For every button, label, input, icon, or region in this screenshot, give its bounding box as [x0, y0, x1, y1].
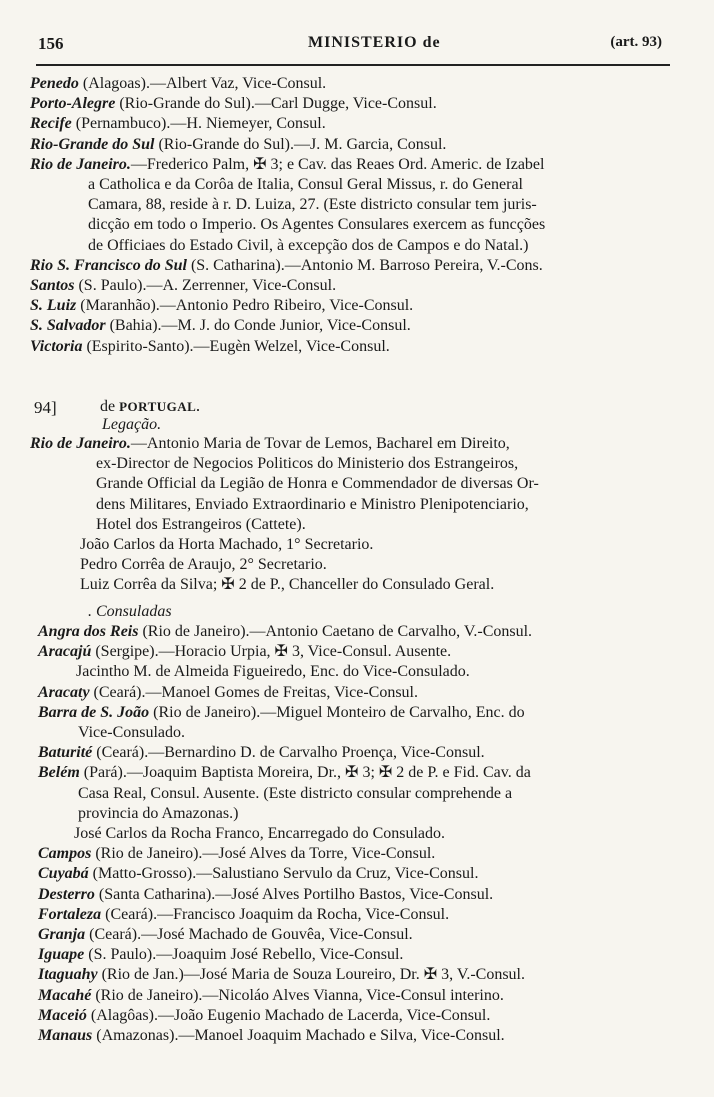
list-item: Santos (S. Paulo).—A. Zerrenner, Vice-Consul. — [30, 277, 337, 295]
list-item: Recife (Pernambuco).—H. Niemeyer, Consul. — [30, 115, 326, 133]
list-item — [30, 885, 680, 905]
entry-text: Vice-Consulado. — [78, 724, 186, 742]
entry-text: Casa Real, Consul. Ausente. (Este districto consular comprehende a — [78, 784, 513, 802]
list-item — [30, 965, 680, 985]
place-name: Angra dos Reis — [38, 623, 139, 640]
place-name: Maceió — [38, 1006, 87, 1024]
list-item-continuation — [30, 804, 680, 824]
entry-text: (Santa Catharina).—José Alves Portilho Bastos, Vice-Consul. — [94, 885, 494, 903]
list-item — [30, 945, 680, 965]
place-name: Aracajú — [38, 643, 92, 661]
place-name: Aracaty — [38, 683, 90, 701]
entry-text: (Rio de Janeiro).—Nicoláo Alves Vianna, Vice-Consul interino. — [91, 986, 504, 1004]
place-name: Cuyabá — [38, 865, 89, 883]
entry-text: José Carlos da Rocha Franco, Encarregado do Consulado. — [74, 825, 446, 843]
list-item — [30, 763, 680, 783]
list-item: S. Luiz (Maranhão).—Antonio Pedro Ribeiro, Vice-Consul. — [30, 297, 414, 315]
list-item: Rio S. Francisco do Sul (S. Catharina).—Antonio M. Barroso Pereira, V.-Cons. — [30, 256, 543, 274]
list-item-continuation — [30, 723, 680, 743]
page-header — [38, 34, 670, 58]
list-item-continuation: Hotel dos Estrangeiros (Cattete). — [96, 515, 306, 533]
list-item: Rio de Janeiro.—Frederico Palm, ✠ 3; e Cav. das Reaes Ord. Americ. de Izabel — [30, 155, 545, 173]
consulate-list — [30, 622, 680, 1046]
place-name: Manaus — [38, 1027, 93, 1045]
list-item-continuation: de Officiaes do Estado Civil, à excepção dos de Campos e do Natal.) — [88, 236, 529, 254]
place-name: Fortaleza — [38, 905, 102, 923]
list-item-continuation — [30, 784, 680, 804]
entry-text: Jacintho M. de Almeida Figueiredo, Enc. do Vice-Consulado. — [76, 663, 470, 681]
place-name: Desterro — [38, 885, 95, 903]
list-item — [30, 743, 680, 763]
list-item: S. Salvador (Bahia).—M. J. do Conde Junior, Vice-Consul. — [30, 317, 411, 335]
section-number: 94] — [34, 398, 57, 417]
list-item — [30, 905, 680, 925]
place-name: Barra de S. João — [38, 703, 150, 721]
list-item: Rio-Grande do Sul (Rio-Grande do Sul).—J. M. Garcia, Consul. — [30, 135, 447, 153]
subsection-heading: Legação. — [102, 416, 162, 433]
list-item: Penedo (Alagoas).—Albert Vaz, Vice-Consul. — [30, 75, 327, 92]
list-item-continuation: Grande Official da Legião de Honra e Commendador de diversas Or- — [96, 475, 539, 493]
header-rule — [36, 64, 670, 66]
entry-text: (Amazonas).—Manoel Joaquim Machado e Silva, Vice-Consul. — [92, 1027, 505, 1045]
list-item-continuation — [30, 662, 680, 682]
staff-line: João Carlos da Horta Machado, 1° Secretario. — [80, 536, 374, 554]
consulate-list-previous — [30, 74, 680, 357]
section-heading: de PORTUGAL. — [100, 398, 201, 415]
entry-text: (Ceará).—Francisco Joaquim da Rocha, Vice-Consul. — [101, 905, 450, 923]
entry-text: (S. Paulo).—Joaquim José Rebello, Vice-Consul. — [84, 946, 404, 964]
list-item — [30, 1026, 680, 1046]
place-name: Baturité — [38, 744, 93, 762]
list-item: Porto-Alegre (Rio-Grande do Sul).—Carl Dugge, Vice-Consul. — [30, 95, 437, 113]
article-reference: (art. 93) — [610, 34, 662, 50]
staff-line: Pedro Corrêa de Araujo, 2° Secretario. — [80, 556, 327, 574]
entry-text: (Ceará).—José Machado de Gouvêa, Vice-Consul. — [85, 926, 413, 944]
subsection-heading: . Consuladas — [88, 603, 172, 620]
list-item-continuation: ex-Director de Negocios Politicos do Ministerio dos Estrangeiros, — [96, 455, 519, 473]
staff-line: Luiz Corrêa da Silva; ✠ 2 de P., Chanceller do Consulado Geral. — [80, 576, 495, 594]
list-item — [30, 622, 680, 642]
entry-text: (Ceará).—Manoel Gomes de Freitas, Vice-Consul. — [89, 683, 418, 701]
list-item — [30, 683, 680, 703]
list-item — [30, 844, 680, 864]
entry-text: (Rio de Janeiro).—Miguel Monteiro de Carvalho, Enc. do — [149, 703, 525, 721]
list-item-continuation: Camara, 88, reside à r. D. Luiza, 27. (Este districto consular tem juris- — [88, 196, 537, 214]
list-item: Victoria (Espirito-Santo).—Eugèn Welzel, Vice-Consul. — [30, 337, 390, 355]
list-item: Rio de Janeiro.—Antonio Maria de Tovar de Lemos, Bacharel em Direito, — [30, 435, 510, 452]
entry-text: (Rio de Janeiro).—Antonio Caetano de Carvalho, V.-Consul. — [138, 623, 533, 640]
legation-block — [30, 434, 680, 596]
entry-text: (Rio de Jan.)—José Maria de Souza Loureiro, Dr. ✠ 3, V.-Consul. — [97, 966, 525, 984]
place-name: Campos — [38, 845, 92, 863]
list-item-continuation: dens Militares, Enviado Extraordinario e Ministro Plenipotenciario, — [96, 495, 529, 513]
place-name: Belém — [38, 764, 80, 782]
entry-text: (Alagôas).—João Eugenio Machado de Lacerda, Vice-Consul. — [86, 1006, 491, 1024]
place-name: Granja — [38, 926, 86, 944]
entry-text: (Pará).—Joaquim Baptista Moreira, Dr., ✠ 3; ✠ 2 de P. e Fid. Cav. da — [79, 764, 531, 782]
place-name: Iguape — [38, 946, 85, 964]
place-name: Macahé — [38, 986, 92, 1004]
entry-text: provincia do Amazonas.) — [78, 804, 239, 822]
list-item — [30, 703, 680, 723]
place-name: Itaguahy — [38, 966, 98, 984]
list-item — [30, 642, 680, 662]
list-item — [30, 1006, 680, 1026]
list-item-continuation: a Catholica e da Corôa de Italia, Consul Geral Missus, r. do General — [88, 176, 523, 194]
list-item — [30, 986, 680, 1006]
entry-text: (Rio de Janeiro).—José Alves da Torre, Vice-Consul. — [91, 845, 436, 863]
list-item-continuation: dicção em todo o Imperio. Os Agentes Consulares exercem as funcções — [88, 216, 546, 234]
entry-text: (Ceará).—Bernardino D. de Carvalho Proença, Vice-Consul. — [92, 744, 485, 762]
list-item — [30, 925, 680, 945]
page-number: 156 — [38, 34, 64, 53]
list-item-continuation — [30, 824, 680, 844]
page-title: MINISTERIO de — [308, 34, 441, 51]
list-item — [30, 864, 680, 884]
entry-text: (Matto-Grosso).—Salustiano Servulo da Cruz, Vice-Consul. — [88, 865, 479, 883]
entry-text: (Sergipe).—Horacio Urpia, ✠ 3, Vice-Consul. Ausente. — [91, 643, 452, 661]
